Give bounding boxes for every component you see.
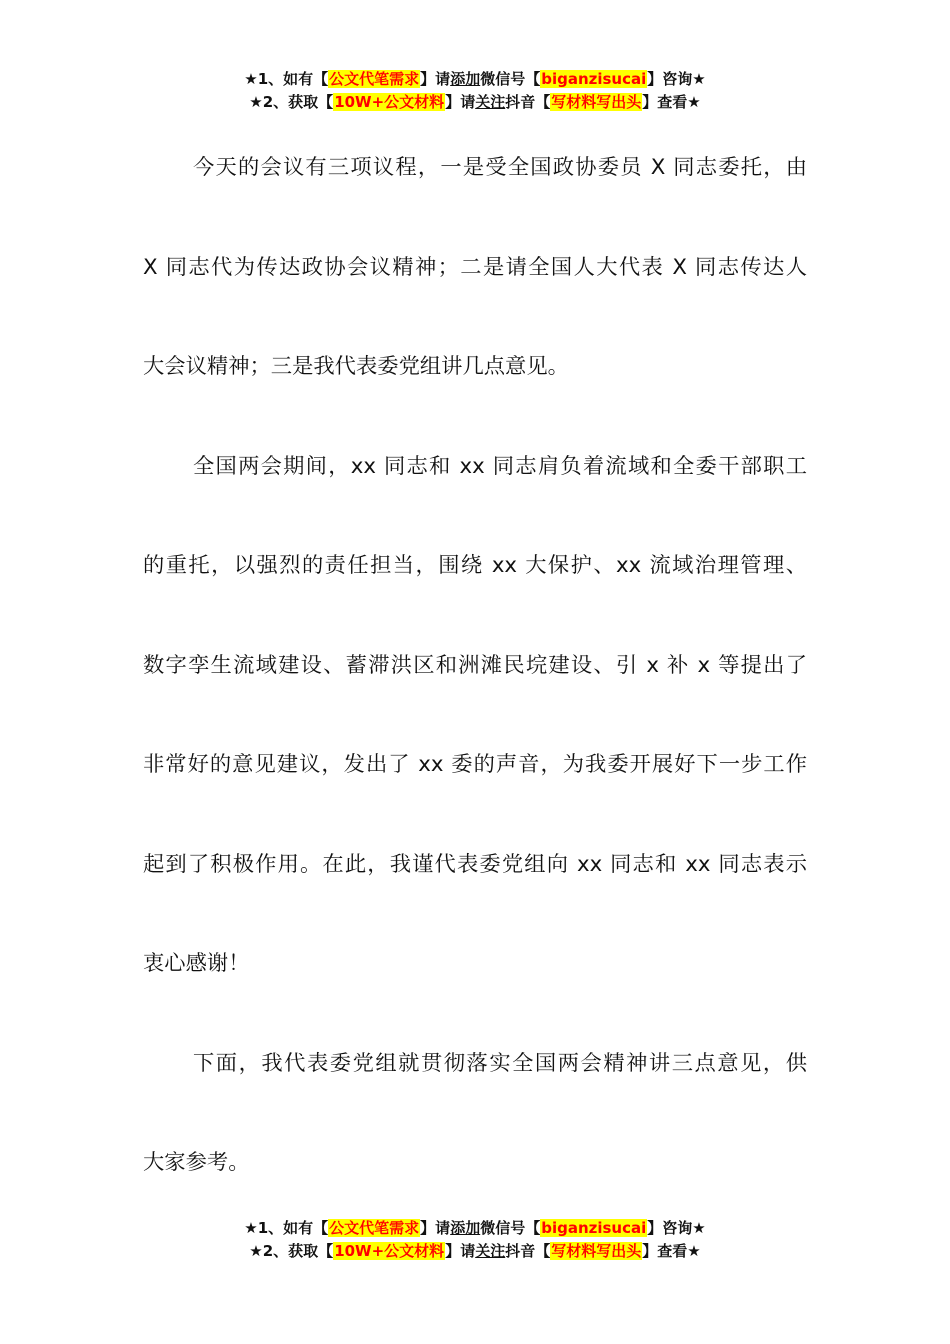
promo-line-2: [0, 1240, 950, 1263]
paragraph-line: 今天的会议有三项议程，一是受全国政协委员 X 同志委托，由: [193, 155, 807, 180]
paragraph-line: 全国两会期间，xx 同志和 xx 同志肩负着流域和全委干部职工: [193, 453, 807, 479]
document-body: [143, 118, 807, 1213]
promo-text: 】请: [420, 70, 451, 88]
promo-wechat-id: biganzisucai: [541, 70, 647, 88]
promo-highlight: 公文代笔需求: [329, 70, 420, 88]
paragraph-line: 大家参考。: [143, 1150, 250, 1175]
promo-underlined: 关注: [475, 93, 506, 111]
paragraph-thanks: [143, 417, 807, 1014]
paragraph-line: 衷心感谢！: [143, 951, 250, 976]
promo-text: 】查看★: [642, 93, 701, 111]
promo-underlined: 添加: [450, 70, 481, 88]
promo-highlight: 公文代笔需求: [329, 1219, 420, 1237]
promo-line-1: [0, 68, 950, 91]
promo-underlined: 添加: [450, 1219, 481, 1237]
promo-text: ★2、获取【: [249, 1242, 334, 1260]
promo-text: 微信号【: [480, 70, 541, 88]
promo-highlight: 10W+公文材料: [334, 93, 445, 111]
footer-promo-banner: [0, 1217, 950, 1263]
paragraph-line: 的重托，以强烈的责任担当，围绕 xx 大保护、xx 流域治理管理、: [143, 553, 807, 578]
promo-text: 微信号【: [480, 1219, 541, 1237]
promo-underlined: 关注: [475, 1242, 506, 1260]
promo-text: ★2、获取【: [249, 93, 334, 111]
promo-line-1: [0, 1217, 950, 1240]
promo-text: ★1、如有【: [244, 70, 329, 88]
promo-text: 】查看★: [642, 1242, 701, 1260]
paragraph-line: 非常好的意见建议，发出了 xx 委的声音，为我委开展好下一步工作: [143, 752, 807, 777]
promo-text: 抖音【: [505, 1242, 551, 1260]
paragraph-intro-points: [143, 1014, 807, 1213]
promo-wechat-id: biganzisucai: [541, 1219, 647, 1237]
promo-line-2: [0, 91, 950, 114]
promo-text: 】请: [445, 93, 476, 111]
promo-text: 抖音【: [505, 93, 551, 111]
paragraph-line: X 同志代为传达政协会议精神；二是请全国人大代表 X 同志传达人: [143, 254, 807, 280]
paragraph-line: 数字孪生流域建设、蓄滞洪区和洲滩民垸建设、引 x 补 x 等提出了: [143, 652, 807, 678]
promo-text: 】请: [445, 1242, 476, 1260]
promo-text: ★1、如有【: [244, 1219, 329, 1237]
promo-highlight: 10W+公文材料: [334, 1242, 445, 1260]
promo-text: 】咨询★: [647, 1219, 706, 1237]
paragraph-line: 大会议精神；三是我代表委党组讲几点意见。: [143, 354, 569, 379]
promo-douyin-id: 写材料写出头: [551, 1242, 642, 1260]
paragraph-agenda: [143, 118, 807, 417]
header-promo-banner: [0, 68, 950, 114]
paragraph-line: 起到了积极作用。在此，我谨代表委党组向 xx 同志和 xx 同志表示: [143, 851, 807, 877]
promo-douyin-id: 写材料写出头: [551, 93, 642, 111]
paragraph-line: 下面，我代表委党组就贯彻落实全国两会精神讲三点意见，供: [193, 1050, 807, 1076]
promo-text: 】咨询★: [647, 70, 706, 88]
promo-text: 】请: [420, 1219, 451, 1237]
